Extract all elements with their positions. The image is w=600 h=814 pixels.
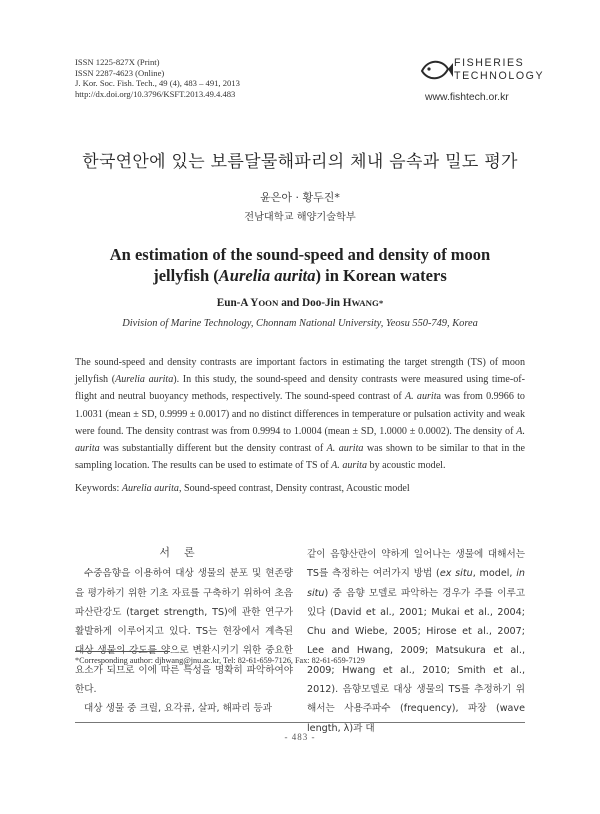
english-title-line-2 — [60, 265, 540, 286]
korean-authors: 윤은아 · 황두진* — [260, 191, 340, 204]
body-text: ) 중 음향 모델로 파악하는 경우가 주를 이루고 있다 (David et al., 2001; Mukai et al., 2004; Chu and Wiebe, 2005; Hirose et al., 2007; Lee and Hwang, 2009; Matsukura et al., 2009; Hwang et al., 2010; Smith et al., 2012). 음향모델로 대상 생물의 TS를 추정하기 위해서는 사용주파수 (frequency), 파장 (wave length, λ)과 대 — [307, 587, 525, 734]
author-given: Eun-A — [216, 297, 251, 309]
species-name: A. aurita — [75, 425, 525, 455]
method-term: in situ — [307, 568, 526, 599]
author-surname: H — [342, 297, 352, 309]
journal-url[interactable]: www.fishtech.or.kr — [425, 92, 509, 103]
intro-paragraph-continued — [307, 545, 525, 738]
section-heading-intro: 서론 — [159, 546, 209, 559]
species-name: A. aurit — [404, 391, 437, 403]
keywords-label: Keywords: — [75, 483, 122, 494]
author-surname: WANG* — [351, 298, 384, 308]
abstract — [75, 354, 525, 474]
abstract-text: The sound-speed and density contrasts are important factors in estimating the target strength (TS) of moon jellyfish ( — [75, 357, 525, 386]
author-given: Doo-Jin — [302, 297, 343, 309]
issn-online: ISSN 2287-4623 (Online) — [75, 67, 165, 78]
keywords-list: , Sound-speed contrast, Density contrast, Acoustic model — [178, 483, 410, 494]
intro-paragraph-2: 대상 생물 중 크릴, 요각류, 살파, 해파리 등과 — [84, 703, 273, 715]
korean-title: 한국연안에 있는 보름달물해파리의 체내 음속과 밀도 평가 — [82, 152, 518, 172]
author-surname: OON — [258, 298, 279, 308]
fish-logo-icon — [418, 55, 454, 87]
abstract-text: a was from 0.9966 to 1.0031 (mean ± SD, 0.9999 ± 0.0017) and no distinct differences in temperature or pulsation activity and weak were found. The density contrast was from 0.9994 to 1.0004 (mean ± SD, 1.0000 ± 0.0002). The density of — [75, 391, 525, 437]
keyword-species: Aurelia aurita — [121, 483, 179, 494]
species-name: Aurelia aurita — [218, 266, 316, 285]
english-affiliation: Division of Marine Technology, Chonnam National University, Yeosu 550-749, Korea — [122, 318, 478, 329]
method-term: ex situ — [439, 568, 473, 580]
issn-print: ISSN 1225-827X (Print) — [75, 57, 160, 67]
logo-wordmark — [454, 57, 544, 83]
title-text: ) in Korean waters — [315, 266, 447, 285]
logo-line-1: FISHERIES — [454, 57, 525, 69]
page-footer-divider — [75, 722, 525, 723]
intro-paragraph-1: 수중음향을 이용하여 대상 생물의 분포 및 현존량을 평가하기 위한 기초 자료를 구축하기 위하여 초음파산란강도 (target strength, TS)에 관한 연구가 활발하게 이루어지고 있다. TS는 현장에서 계측된 대상 생물의 강도를 양으로 변환시키기 위한 중요한 요소가 되므로 이에 따른 특성을 명확히 파악하여야 한다. — [75, 568, 293, 696]
doi-link[interactable]: http://dx.doi.org/10.3796/KSFT.2013.49.4.483 — [75, 88, 236, 99]
abstract-text: was shown to be similar to that in the sampling location. The results can be used to estimate of TS of — [75, 443, 526, 472]
logo-line-2: TECHNOLOGY — [454, 70, 545, 82]
journal-citation: J. Kor. Soc. Fish. Tech., 49 (4), 483 – 491, 2013 — [75, 78, 240, 89]
abstract-text: was substantially different but the density contrast of — [99, 443, 327, 455]
english-authors — [0, 297, 600, 309]
english-title — [60, 244, 540, 286]
author-joiner: and — [278, 297, 303, 309]
title-text: jellyfish ( — [153, 266, 219, 285]
keywords — [75, 483, 525, 494]
english-title-line-1: An estimation of the sound-speed and density of moon — [109, 245, 491, 264]
abstract-text: by acoustic model. — [367, 460, 446, 472]
footnote-divider — [75, 651, 170, 652]
fisheries-technology-logo — [418, 55, 545, 111]
species-name: A. aurita — [326, 443, 364, 455]
page-number: - 483 - — [284, 732, 316, 742]
species-name: A. aurita — [331, 460, 368, 472]
journal-header — [75, 57, 240, 99]
intro-right-column — [307, 545, 525, 738]
body-text: , model, — [472, 568, 517, 580]
intro-left-column — [75, 543, 293, 719]
species-name: Aurelia aurita — [115, 374, 174, 386]
body-text: 같이 음향산란이 약하게 일어나는 생물에 대해서는 TS를 측정하는 여러가지 방법 ( — [307, 549, 525, 580]
corresponding-author-footnote: *Corresponding author: djhwang@jnu.ac.kr, Tel: 82-61-659-7126, Fax: 82-61-659-7129 — [75, 656, 365, 665]
korean-affiliation: 전남대학교 해양기술학부 — [244, 212, 356, 223]
abstract-text: ). In this study, the sound-speed and density contrasts were measured using time-of-flight and neutral buoyancy methods, respectively. The sound-speed contrast of — [75, 374, 526, 403]
author-surname: Y — [250, 297, 259, 309]
